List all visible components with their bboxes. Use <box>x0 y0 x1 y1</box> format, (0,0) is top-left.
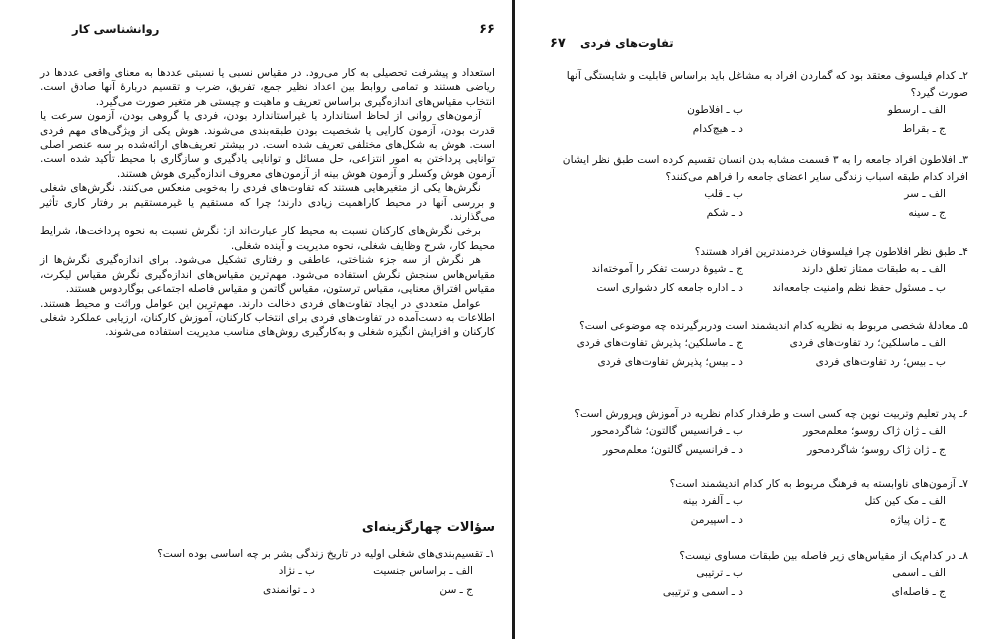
question-options <box>550 186 968 224</box>
option-b: ب ـ آلفرد بینه <box>682 495 743 507</box>
running-title: تفاوت‌های فردی <box>580 36 674 50</box>
question-options <box>550 261 968 299</box>
paragraph: برخی نگرش‌های کارکنان نسبت به محیط کار عبارت‌اند از: نگرش نسبت به نحوه پرداخت‌ها، شرایط محیط کار، شرح وظایف شغلی، نحوه مدیریت و آینده شغلی. <box>40 225 495 252</box>
option-a: الف ـ به طبقات ممتاز تعلق دارند <box>801 263 946 275</box>
option-c: ج ـ فاصله‌ای <box>891 586 946 598</box>
option-a: الف ـ ماسلکین؛ رد تفاوت‌های فردی <box>789 337 946 349</box>
left-page-header <box>40 22 495 42</box>
question-3 <box>550 152 968 224</box>
option-d: د ـ توانمندی <box>262 584 315 596</box>
question-stem: ۳ـ افلاطون افراد جامعه را به ۳ قسمت مشابه بدن انسان تقسیم کرده است طبق نظر ایشان افراد کدام طبقه اسباب زندگی سایر اعضای جامعه را فراهم می‌کنند؟ <box>562 154 968 183</box>
question-stem: ۵ـ معادلهٔ شخصی مربوط به نظریه کدام اندیشمند است ودربرگیرنده چه موضوعی است؟ <box>579 320 968 332</box>
paragraph: استعداد و پیشرفت تحصیلی به کار می‌رود. در مقیاس نسبی یا نسبتی عددها به معنای واقعی عددها در ریاضی هستند و تمامی روابط بین اعداد نظیر جمع، تفریق، ضرب و تقسیم دربارهٔ آنها صادق است. انتخاب مقیاس‌های اندازه‌گیری براساس تعریف و ماهیت و چیستی هر متغیر صورت می‌گیرد. <box>40 67 495 108</box>
running-title: روانشناسی کار <box>72 22 160 36</box>
option-b: ب ـ قلب <box>704 188 743 200</box>
option-b: ب ـ بیس؛ رد تفاوت‌های فردی <box>815 356 946 368</box>
paragraph: هر نگرش از سه جزء شناختی، عاطفی و رفتاری تشکیل می‌شود. برای اندازه‌گیری نگرش‌ها از مقیاس‌هاس سنجش نگرش استفاده می‌شود. مهم‌ترین مقیاس‌های اندازه‌گیری نگرش مقیاس لیکرت، مقیاس افتراق معنایی، مقیاس ترستون، مقیاس گاتمن و مقیاس فاصله اجتماعی بوگاردوس هستند. <box>40 254 495 296</box>
page-number: ۶۷ <box>550 36 566 51</box>
option-c: ج ـ ماسلکین؛ پذیرش تفاوت‌های فردی <box>576 337 743 349</box>
option-d: د ـ شکم <box>706 207 743 219</box>
option-a: الف ـ براساس جنسیت <box>373 565 473 577</box>
option-b: ب ـ فرانسیس گالتون؛ شاگردمحور <box>591 425 743 437</box>
section-title: سؤالات چهارگزینه‌ای <box>361 520 495 535</box>
paragraph: عوامل متعددی در ایجاد تفاوت‌های فردی دخالت دارند. مهم‌ترین این عوامل وراثت و محیط هستند. اطلاعات به دست‌آمده در تفاوت‌های فردی برای انتخاب کارکنان، آموزش کارکنان، ارزیابی عملکرد شغلی کارکنان و افزایش انگیزه شغلی و به‌کارگیری روش‌های مناسب مدیریت استفاده می‌شوند. <box>40 297 495 339</box>
question-options <box>550 102 968 140</box>
option-a: الف ـ اسمی <box>892 567 946 579</box>
question-options <box>550 565 968 603</box>
page-number: ۶۶ <box>479 22 495 37</box>
option-a: الف ـ ژان ژاک روسو؛ معلم‌محور <box>803 425 946 437</box>
body-text <box>40 66 495 340</box>
question-6 <box>550 406 968 461</box>
question-stem: ۷ـ آزمون‌های ناوابسته به فرهنگ مربوط به کار کدام اندیشمند است؟ <box>669 478 968 490</box>
question-stem: ۲ـ کدام فیلسوف معتقد بود که گماردن افراد به مشاغل باید براساس قابلیت و شایستگی آنها صورت گیرد؟ <box>566 70 968 99</box>
option-a: الف ـ سر <box>904 188 946 200</box>
right-page-header <box>550 36 968 56</box>
question-4 <box>550 244 968 299</box>
question-5 <box>550 318 968 373</box>
question-1 <box>40 546 495 601</box>
option-c: ج ـ سن <box>439 584 473 596</box>
option-a: الف ـ مک کین کتل <box>864 495 946 507</box>
paragraph: نگرش‌ها یکی از متغیرهایی هستند که تفاوت‌های فردی را به‌خوبی منعکس می‌کنند. نگرش‌های شغلی و بررسی آنها در محیط کاراهمیت زیادی دارند؛ چرا که مستقیم یا غیرمستقیم بر رفتار کاری تأثیر می‌گذارند. <box>40 182 495 224</box>
question-options <box>550 423 968 461</box>
page-gutter-divider <box>512 0 515 639</box>
question-options <box>550 493 968 533</box>
option-d: د ـ اسپیرمن <box>690 514 743 526</box>
question-options <box>40 563 495 601</box>
paragraph: آزمون‌های روانی از لحاظ استاندارد یا غیراستاندارد بودن، فردی یا گروهی بودن، آزمون سرعت یا قدرت بودن، آزمون کارایی یا شخصیت بودن طبقه‌بندی می‌شوند. هوش یکی از ویژگی‌های مهم فردی است. هوش به شکل‌های مختلفی تعریف شده است. در بیشتر تعریف‌های ارائه‌شده بر سه عنصر اصلی توانایی پرداختن به امور انتزاعی، حل مسائل و توانایی یادگیری و سازگاری با محیط تأکید شده است. آزمون هوش وکسلر و آزمون هوش بینه از آزمون‌های معروف اندازه‌گیری هوش هستند. <box>40 110 495 180</box>
question-stem: ۱ـ تقسیم‌بندی‌های شغلی اولیه در تاریخ زندگی بشر بر چه اساسی بوده است؟ <box>157 548 495 560</box>
option-c: ج ـ شیوهٔ درست تفکر را آموخته‌اند <box>591 263 743 275</box>
option-b: ب ـ نژاد <box>278 565 315 577</box>
question-2 <box>550 68 968 140</box>
option-c: ج ـ ژان پیاژه <box>890 514 946 526</box>
option-b: ب ـ مسئول حفظ نظم وامنیت جامعه‌اند <box>772 282 946 294</box>
question-stem: ۴ـ طبق نظر افلاطون چرا فیلسوفان خردمندترین افراد هستند؟ <box>694 246 968 258</box>
option-d: د ـ هیچ‌کدام <box>692 123 743 135</box>
question-7 <box>550 476 968 533</box>
option-c: ج ـ بقراط <box>902 123 946 135</box>
question-stem: ۸ـ در کدام‌یک از مقیاس‌های زیر فاصله بین طبقات مساوی نیست؟ <box>679 550 968 562</box>
question-stem: ۶ـ پدر تعلیم وتربیت نوین چه کسی است و طرفدار کدام نظریه در آموزش وپرورش است؟ <box>574 408 968 420</box>
option-d: د ـ فرانسیس گالتون؛ معلم‌محور <box>602 444 743 456</box>
option-d: د ـ بیس؛ پذیرش تفاوت‌های فردی <box>597 356 743 368</box>
option-c: ج ـ سینه <box>908 207 946 219</box>
right-page <box>550 0 968 639</box>
option-b: ب ـ افلاطون <box>687 104 743 116</box>
option-a: الف ـ ارسطو <box>887 104 946 116</box>
option-d: د ـ اداره جامعه کار دشواری است <box>596 282 743 294</box>
option-c: ج ـ ژان ژاک روسو؛ شاگردمحور <box>807 444 946 456</box>
option-b: ب ـ ترتیبی <box>696 567 743 579</box>
question-8 <box>550 548 968 603</box>
option-d: د ـ اسمی و ترتیبی <box>662 586 743 598</box>
question-options <box>550 335 968 373</box>
left-page <box>40 0 495 639</box>
